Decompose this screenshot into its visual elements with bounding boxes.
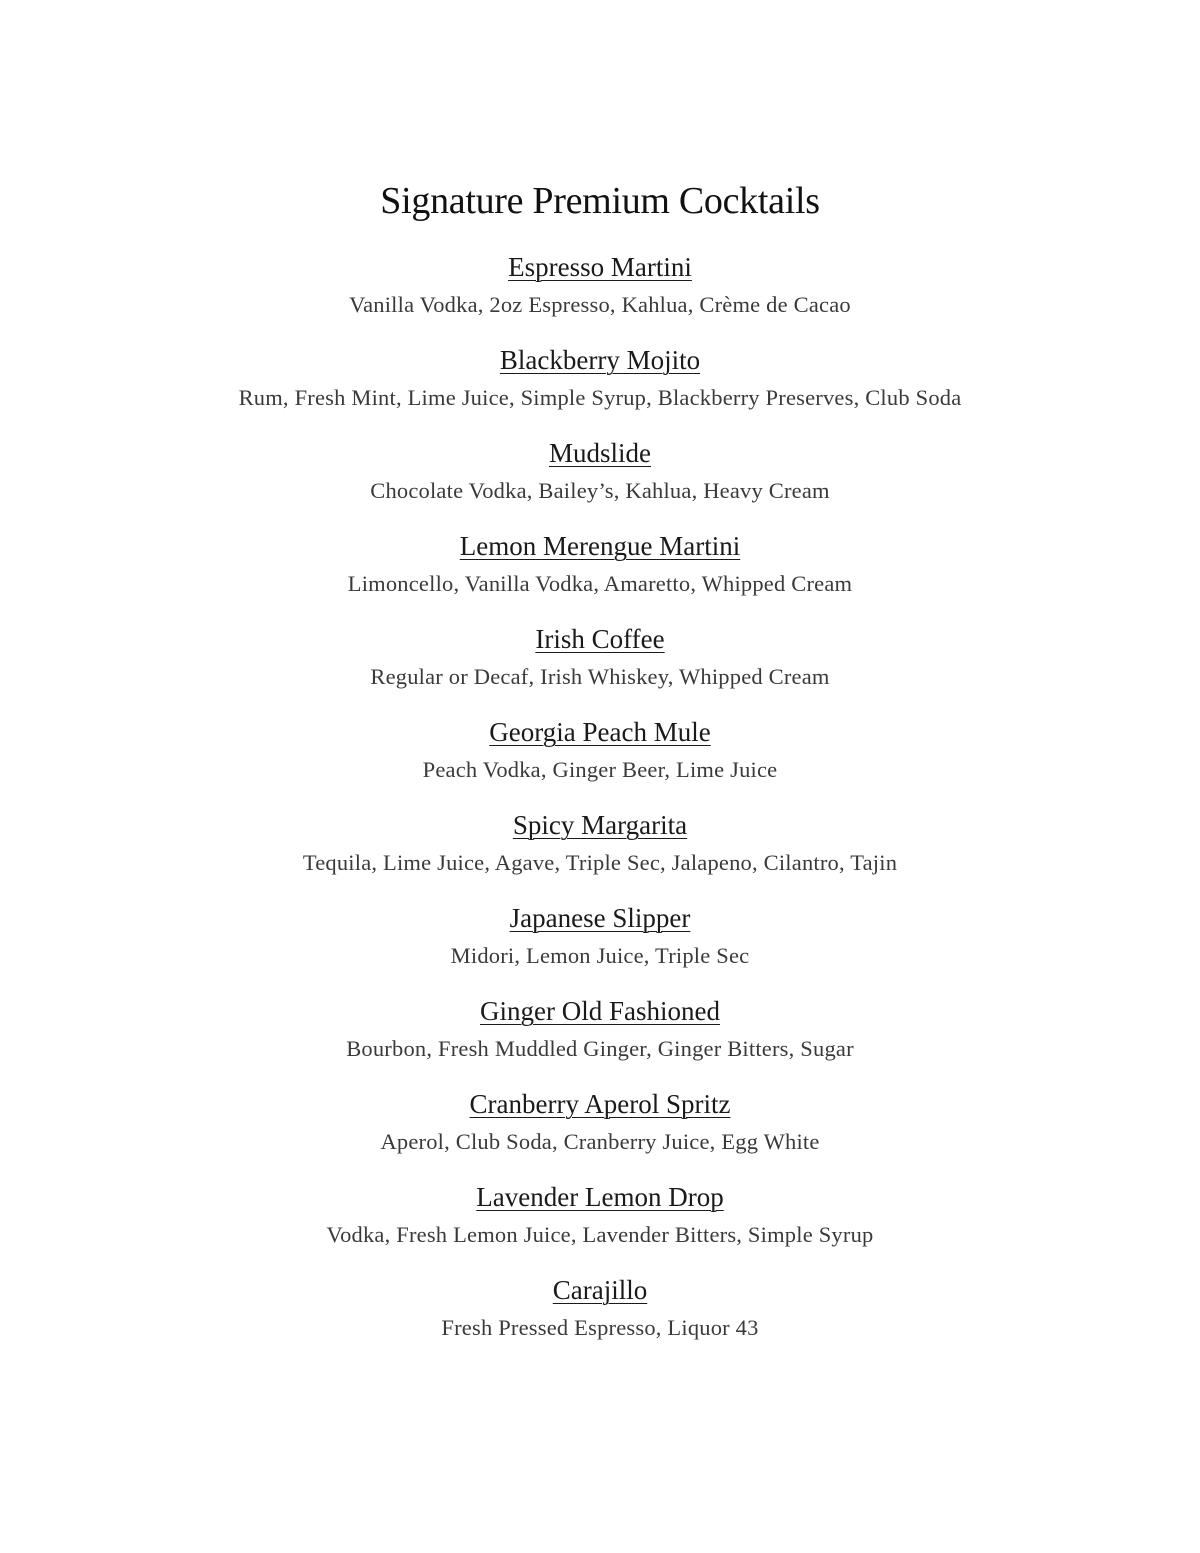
cocktail-item-blackberry-mojito	[0, 341, 1200, 434]
cocktail-name: Spicy Margarita	[512, 810, 688, 840]
cocktail-name: Japanese Slipper	[509, 903, 691, 933]
cocktail-ingredients: Chocolate Vodka, Bailey’s, Kahlua, Heavy Cream	[370, 478, 830, 503]
cocktail-ingredients: Aperol, Club Soda, Cranberry Juice, Egg White	[380, 1129, 820, 1154]
cocktail-item-ginger-old-fashioned	[0, 992, 1200, 1085]
cocktail-item-japanese-slipper	[0, 899, 1200, 992]
cocktail-list	[0, 248, 1200, 1364]
cocktail-ingredients: Limoncello, Vanilla Vodka, Amaretto, Whipped Cream	[347, 571, 853, 596]
cocktail-name: Carajillo	[552, 1275, 648, 1305]
cocktail-ingredients: Bourbon, Fresh Muddled Ginger, Ginger Bitters, Sugar	[346, 1036, 854, 1061]
cocktail-item-irish-coffee	[0, 620, 1200, 713]
cocktail-item-spicy-margarita	[0, 806, 1200, 899]
cocktail-name: Georgia Peach Mule	[489, 717, 711, 747]
cocktail-ingredients: Peach Vodka, Ginger Beer, Lime Juice	[422, 757, 778, 782]
cocktail-item-georgia-peach-mule	[0, 713, 1200, 806]
cocktail-name: Mudslide	[548, 438, 651, 468]
cocktail-name: Blackberry Mojito	[499, 345, 701, 375]
cocktail-ingredients: Fresh Pressed Espresso, Liquor 43	[441, 1315, 759, 1340]
menu-title: Signature Premium Cocktails	[380, 180, 820, 222]
cocktail-item-mudslide	[0, 434, 1200, 527]
cocktail-item-carajillo	[0, 1271, 1200, 1364]
cocktail-ingredients: Rum, Fresh Mint, Lime Juice, Simple Syrup, Blackberry Preserves, Club Soda	[238, 385, 962, 410]
cocktail-ingredients: Midori, Lemon Juice, Triple Sec	[450, 943, 750, 968]
cocktail-name: Cranberry Aperol Spritz	[469, 1089, 731, 1119]
cocktail-name: Ginger Old Fashioned	[480, 996, 720, 1026]
cocktail-ingredients: Vodka, Fresh Lemon Juice, Lavender Bitters, Simple Syrup	[326, 1222, 874, 1247]
cocktail-item-cranberry-aperol-spritz	[0, 1085, 1200, 1178]
cocktail-ingredients: Vanilla Vodka, 2oz Espresso, Kahlua, Crème de Cacao	[349, 292, 851, 317]
cocktail-name: Espresso Martini	[508, 252, 692, 282]
cocktail-item-espresso-martini	[0, 248, 1200, 341]
cocktail-name: Lavender Lemon Drop	[476, 1182, 724, 1212]
cocktail-ingredients: Regular or Decaf, Irish Whiskey, Whipped Cream	[370, 664, 830, 689]
cocktail-name: Lemon Merengue Martini	[459, 531, 741, 561]
cocktail-item-lavender-lemon-drop	[0, 1178, 1200, 1271]
cocktail-name: Irish Coffee	[535, 624, 665, 654]
cocktail-item-lemon-merengue-martini	[0, 527, 1200, 620]
cocktail-ingredients: Tequila, Lime Juice, Agave, Triple Sec, Jalapeno, Cilantro, Tajin	[302, 850, 898, 875]
